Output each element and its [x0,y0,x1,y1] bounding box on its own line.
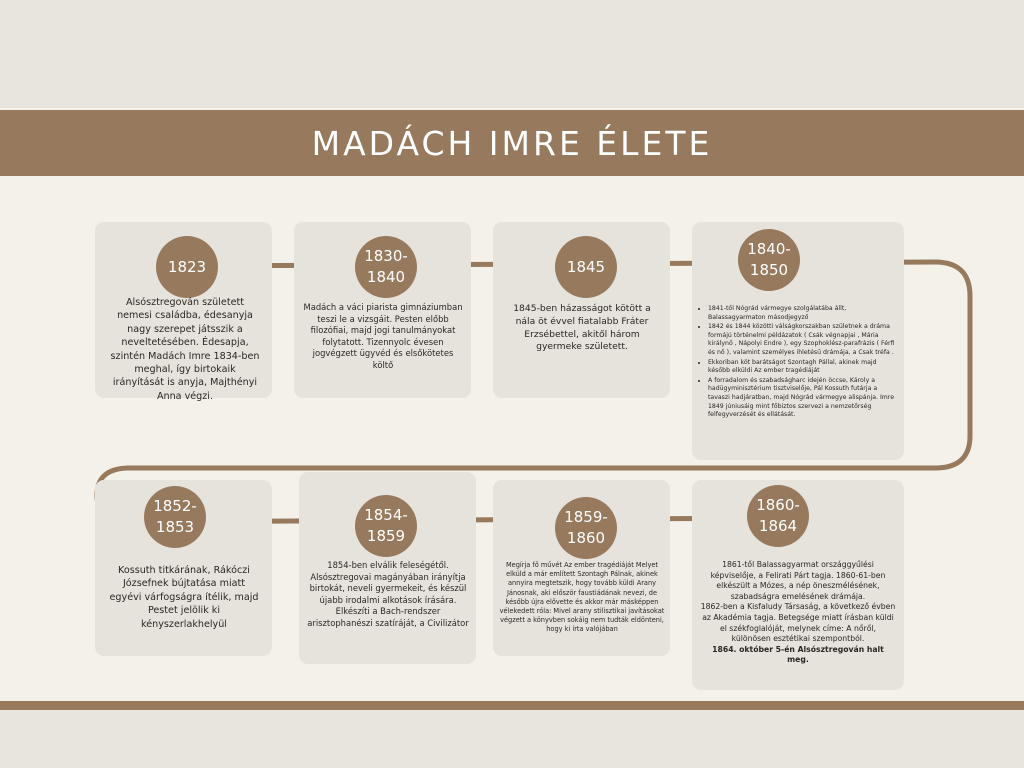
year-label: 1854- 1859 [364,506,408,545]
death-note: 1864. október 5-én Alsósztregován halt meg. [712,644,884,665]
event-text-1859-1860: Megírja fő művét Az ember tragédiáját Melyet elküld a már említett Szontagh Pálnak, akinek annyira megtetszik, hogy tovább küldi Arany Jánosnak, aki először faustiádának nevezi, de később újra elővette és akkor már másképpen vélekedett róla: Mivel arany stilisztikai javításokat végzett a könyvben sokáig nem tudták eldönteni, hogy ki írta valójában [499,561,665,634]
year-badge-1830-1840 [355,236,417,298]
page-title: MADÁCH IMRE ÉLETE [311,123,713,163]
year-badge-1854-1859 [355,495,417,557]
year-badge-1859-1860 [555,497,617,559]
year-badge-1823 [156,236,218,298]
year-label: 1845 [566,257,606,276]
event-text-1854-1859: 1854-ben elválik feleségétől. Alsósztregovai magányában irányítja birtokát, neveli gyermekeit, és készül újabb irodalmi alkotások írására. Elkészíti a Bach-rendszer arisztophanészi szatíráját, a Civilizátor [307,560,469,628]
year-badge-1845 [555,236,617,298]
year-label: 1840- 1850 [747,240,791,279]
bottom-bar [0,701,1024,710]
year-label: 1830- 1840 [364,247,408,286]
year-label: 1852- 1853 [153,497,197,536]
event-bullet: • A forradalom és szabadságharc idején öccse, Károly a hadügyminisztérium tisztviselője, Pál Kossuth futárja a tavaszi hadjáratban, majd Nógrád vármegye alispánja. Imre 1849 júniusáig mint főbiztos szervezi a nemzetőrség felfegyverzését és ellátását. [708,377,900,420]
event-text-1860-1864 [700,560,896,666]
event-text-1840-1850 [696,305,900,421]
year-badge-1840-1850 [738,229,800,291]
year-badge-1852-1853 [144,486,206,548]
event-text-1823: Alsósztregován született nemesi családba, édesanyja nagy szerepet játsszik a neveltetésében. Édesapja, szintén Madách Imre 1834-ben meghal, így birtokaik irányítását is anyja, Majthényi Anna végzi. [110,297,260,402]
event-text-1852-1853: Kossuth titkárának, Rákóczi Józsefnek bújtatása miatt egyévi várfogságra ítélik, majd Pestet jelölik ki kényszerlakhelyül [109,565,259,630]
event-bullets [696,305,900,420]
event-bullet: • Ekkoriban köt barátságot Szontagh Pállal, akinek majd később elküldi Az ember tragédiáját [708,359,900,376]
event-text-1845: 1845-ben házasságot kötött a nála öt évvel fiatalabb Fráter Erzsébettel, akitől három gyermeke született. [513,303,651,353]
year-badge-1860-1864 [747,485,809,547]
year-label: 1823 [167,257,207,276]
year-label: 1859- 1860 [564,508,608,547]
year-label: 1860- 1864 [756,496,800,535]
event-text-1830-1840: Madách a váci piarista gimnáziumban teszi le a vizsgáit. Pesten előbb filozófiai, majd jogi tanulmányokat folytatott. Tizennyolc évesen jogvégzett ügyvéd és elsőkötetes költő [303,302,463,370]
event-bullet: • 1841-től Nógrád vármegye szolgálatába állt, Balassagyarmaton másodjegyző [708,305,900,322]
event-paragraph: 1861-től Balassagyarmat országgyűlési képviselője, a Felirati Párt tagja. 1860-61-ben elkészült a Mózes, a nép öneszmélésének, szabadságra emelésének drámája. 1862-ben a Kisfaludy Társaság, a következő évben az Akadémia tagja. Betegsége miatt írásban küldi el székfoglalóját, melynek címe: A nőről, különösen esztétikai szempontból. [700,560,896,644]
event-bullet: • 1842 és 1844 közötti válságkorszakban születnek a dráma formájú történelmi példázatok ( Csák végnapjai , Mária királynő , Nápolyi Endre ), egy Szophoklész-parafrázis ( Férfi és nő ), valamint személyes ihletésű drámája, a Csak tréfa . [708,323,900,357]
